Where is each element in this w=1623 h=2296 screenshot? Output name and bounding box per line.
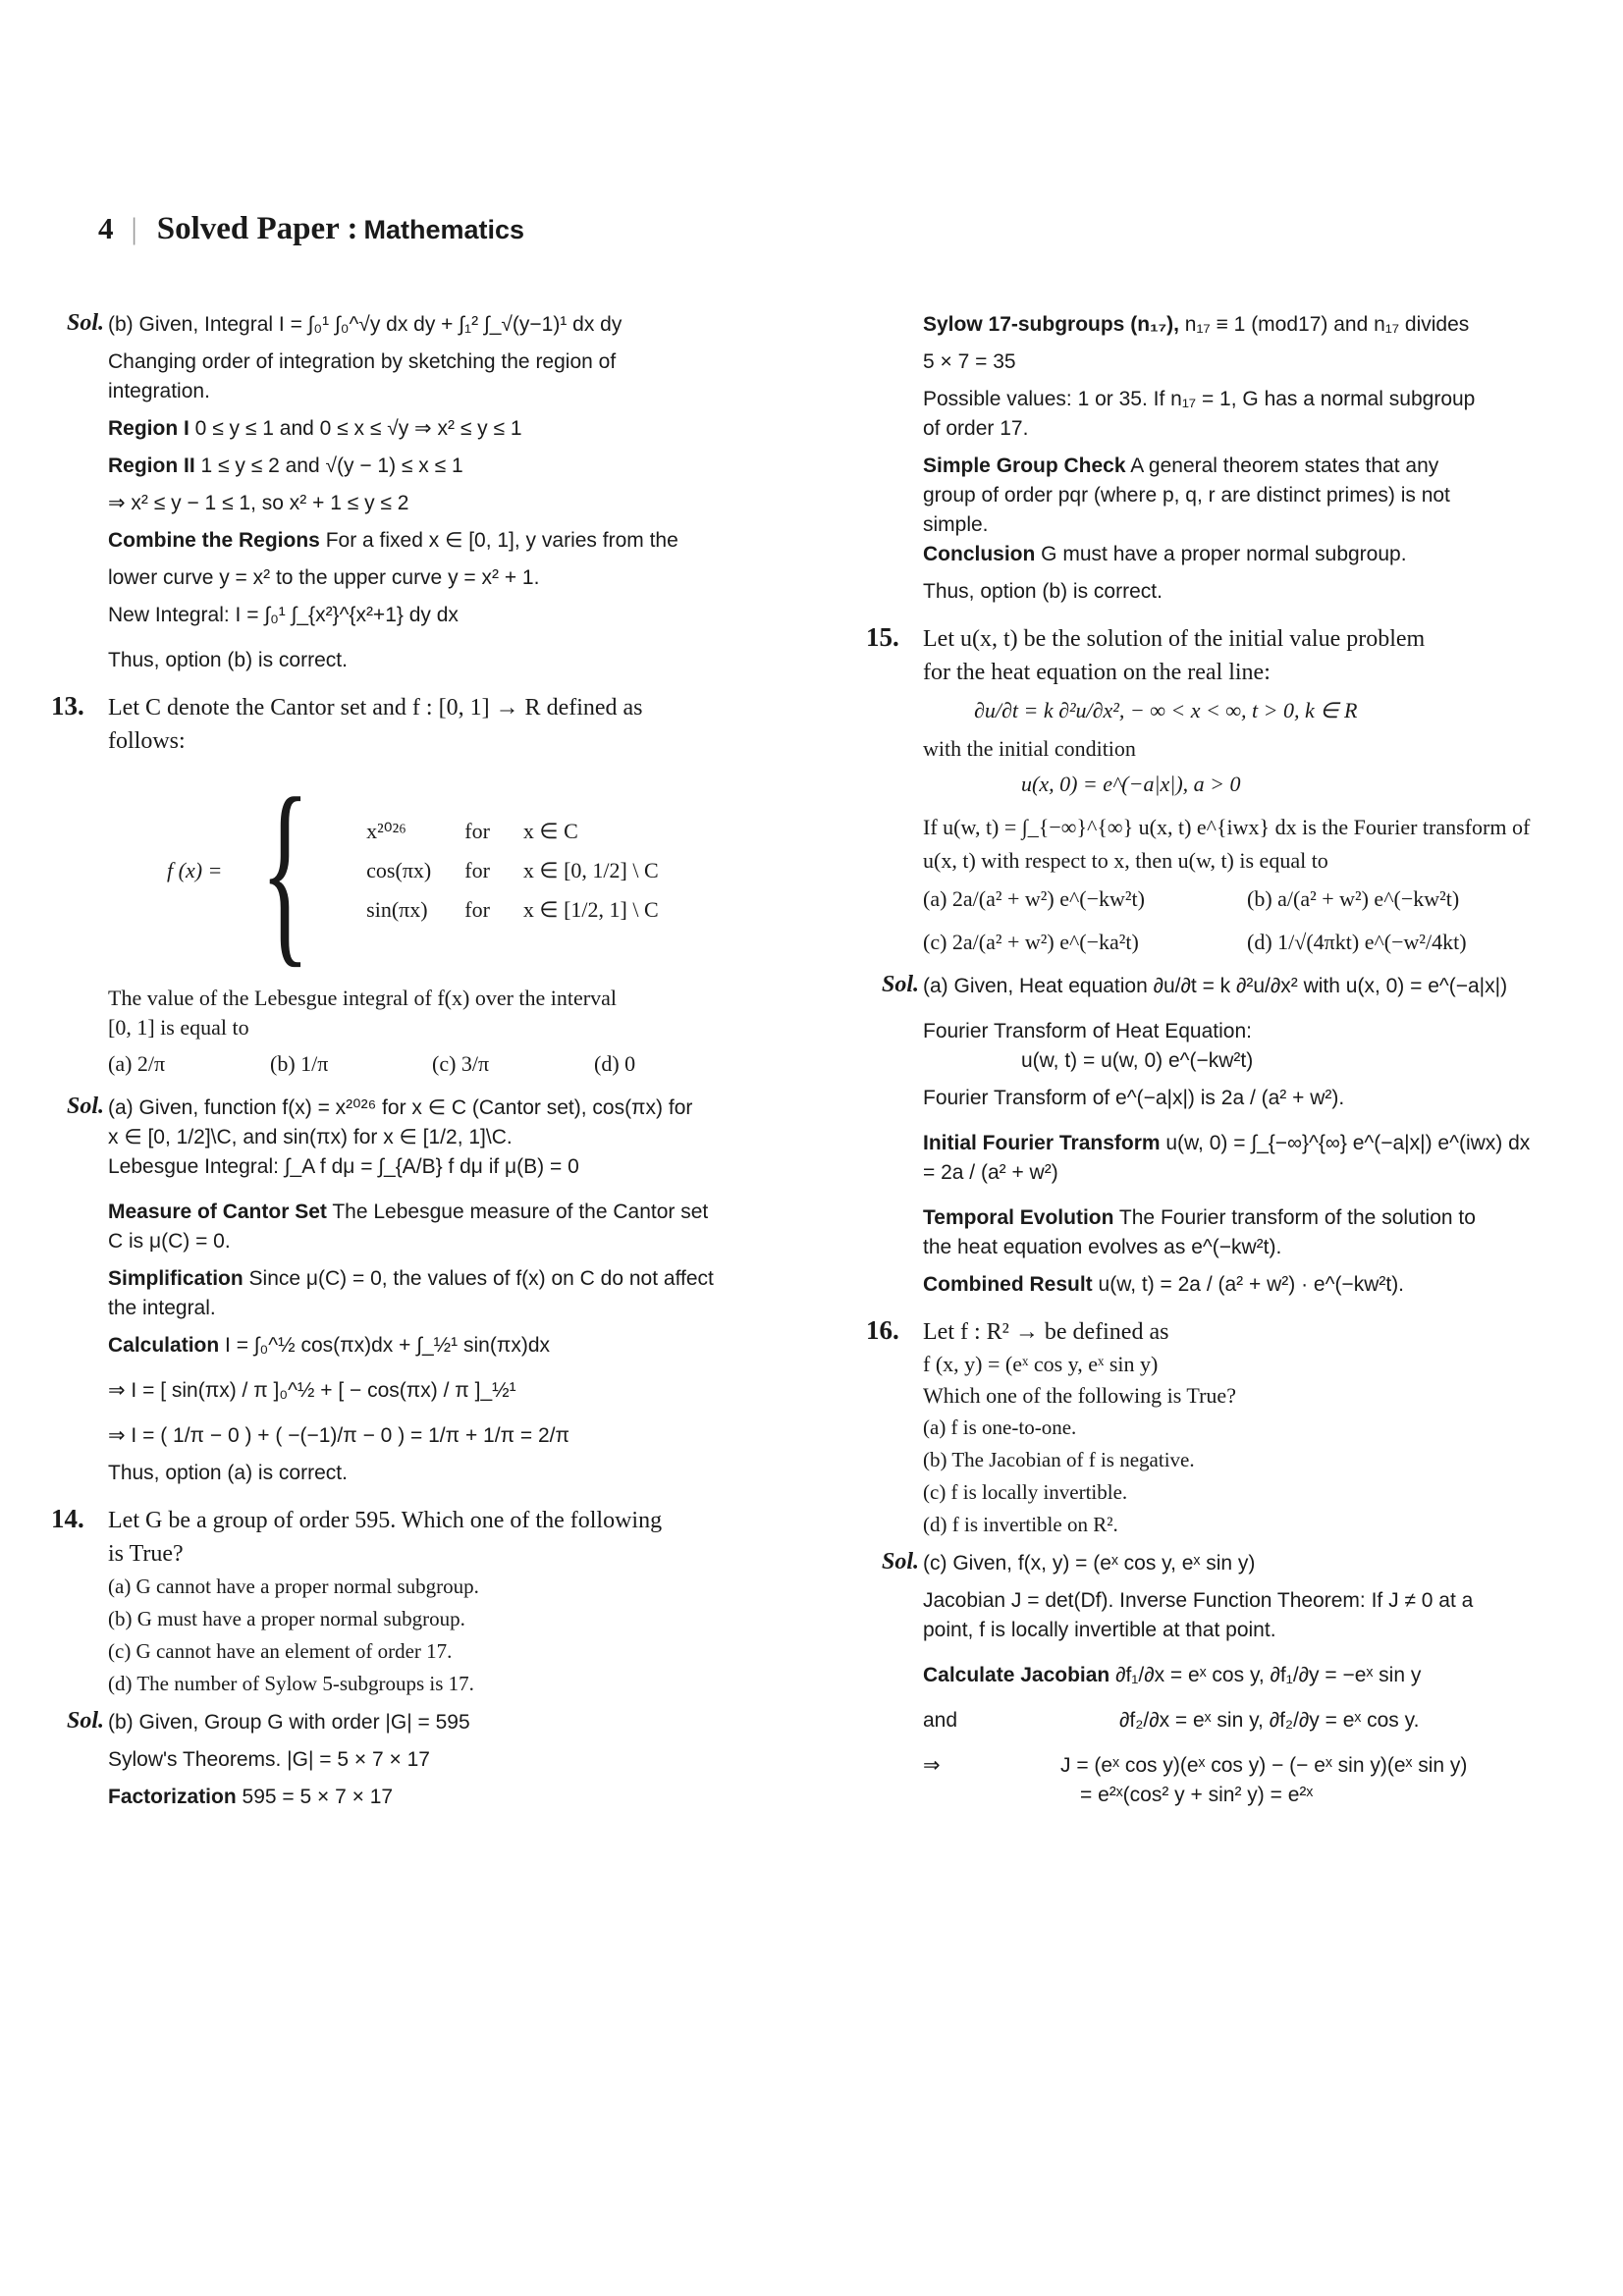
solution-line: Thus, option (b) is correct. bbox=[108, 649, 348, 671]
piecewise-function bbox=[167, 757, 835, 985]
and-label: and bbox=[923, 1709, 958, 1732]
left-column bbox=[51, 310, 835, 1812]
solution-line: (a) Given, Heat equation ∂u/∂t = k ∂²u/∂x² with u(x, 0) = e^(−a|x|) bbox=[923, 975, 1508, 997]
solution-line bbox=[108, 452, 835, 481]
solution-line: Thus, option (b) is correct. bbox=[923, 580, 1163, 603]
question-stem: f (x, y) = (eˣ cos y, eˣ sin y) bbox=[923, 1352, 1159, 1376]
question-stem: u(x, t) with respect to x, then u(w, t) is equal to bbox=[923, 848, 1328, 873]
solution-tag: Sol. bbox=[882, 1549, 920, 1575]
question-stem: with the initial condition bbox=[923, 736, 1136, 761]
step-text: J = (eˣ cos y)(eˣ cos y) − (− eˣ sin y)(eˣ sin y) bbox=[1060, 1754, 1468, 1777]
solution-line bbox=[108, 414, 835, 444]
question-stem: for the heat equation on the real line: bbox=[923, 660, 1271, 685]
step-text: A general theorem states that any bbox=[1125, 454, 1439, 477]
option-b: (b) G must have a proper normal subgroup. bbox=[108, 1607, 465, 1630]
case-for: for bbox=[464, 858, 490, 882]
solution-line: u(w, t) = u(w, 0) e^(−kw²t) bbox=[1021, 1049, 1254, 1072]
option-a: (a) G cannot have a proper normal subgroup. bbox=[108, 1575, 479, 1598]
step-text: 0 ≤ y ≤ 1 and 0 ≤ x ≤ √y ⇒ x² ≤ y ≤ 1 bbox=[189, 417, 522, 440]
step-text: 595 = 5 × 7 × 17 bbox=[236, 1786, 394, 1808]
solution-line: group of order pqr (where p, q, r are distinct primes) is not bbox=[923, 484, 1450, 507]
options-row bbox=[923, 921, 1532, 964]
page-number: 4 bbox=[98, 211, 114, 245]
solution-line bbox=[108, 1264, 835, 1294]
step-label: Sylow 17-subgroups (n₁₇), bbox=[923, 313, 1179, 336]
question-16 bbox=[866, 1315, 1532, 1541]
step-text: I = ∫₀^½ cos(πx)dx + ∫_½¹ sin(πx)dx bbox=[219, 1334, 550, 1357]
step-label: Temporal Evolution bbox=[923, 1206, 1114, 1229]
question-15 bbox=[866, 622, 1532, 964]
question-14 bbox=[51, 1504, 835, 1700]
solution-line: = e²ˣ(cos² y + sin² y) = e²ˣ bbox=[1080, 1784, 1314, 1806]
solution-tag: Sol. bbox=[67, 1708, 105, 1734]
solution-line: of order 17. bbox=[923, 417, 1029, 440]
question-13 bbox=[51, 691, 835, 1086]
case-for: for bbox=[464, 819, 490, 843]
solution-line: Fourier Transform of Heat Equation: bbox=[923, 1020, 1252, 1042]
solution-line: Lebesgue Integral: ∫_A f dμ = ∫_{A/B} f dμ if μ(B) = 0 bbox=[108, 1155, 579, 1178]
solution-line bbox=[108, 1783, 835, 1812]
solution-line bbox=[108, 1331, 835, 1361]
option-b: (b) 1/π bbox=[270, 1051, 329, 1076]
step-text: ∂f₁/∂x = eˣ cos y, ∂f₁/∂y = −eˣ sin y bbox=[1109, 1664, 1422, 1686]
solution-line: Changing order of integration by sketching the region of bbox=[108, 350, 617, 373]
step-label: Simplification bbox=[108, 1267, 243, 1290]
solution-line: Jacobian J = det(Df). Inverse Function Theorem: If J ≠ 0 at a bbox=[923, 1589, 1474, 1612]
step-label: Combine the Regions bbox=[108, 529, 320, 552]
solution-tag: Sol. bbox=[67, 310, 105, 336]
case-value: cos(πx) bbox=[366, 858, 432, 882]
step-text: G must have a proper normal subgroup. bbox=[1035, 543, 1407, 565]
solution-line: (b) Given, Group G with order |G| = 595 bbox=[108, 1711, 470, 1734]
option-c: (c) 3/π bbox=[432, 1051, 490, 1076]
case-row bbox=[351, 813, 674, 850]
header-separator: | bbox=[131, 211, 137, 245]
question-stem: Let C denote the Cantor set and f : [0, 1] → R defined as bbox=[108, 695, 643, 721]
step-text: u(w, t) = 2a / (a² + w²) · e^(−kw²t). bbox=[1092, 1273, 1405, 1296]
solution-line bbox=[923, 310, 1532, 340]
solution-line: C is μ(C) = 0. bbox=[108, 1230, 231, 1253]
question-stem: [0, 1] is equal to bbox=[108, 1015, 249, 1040]
solution-line: ⇒ x² ≤ y − 1 ≤ 1, so x² + 1 ≤ y ≤ 2 bbox=[108, 492, 409, 514]
question-stem: Let f : R² → be defined as bbox=[923, 1319, 1169, 1345]
solution-line bbox=[923, 1129, 1532, 1188]
solution-line: Fourier Transform of e^(−a|x|) is 2a / (a² + w²). bbox=[923, 1087, 1345, 1109]
solution-q12 bbox=[67, 310, 835, 675]
step-text: The Lebesgue measure of the Cantor set bbox=[326, 1201, 709, 1223]
solution-line bbox=[923, 1706, 1532, 1735]
right-column bbox=[866, 310, 1532, 1810]
solution-line: x ∈ [0, 1/2]\C, and sin(πx) for x ∈ [1/2, 1]\C. bbox=[108, 1126, 513, 1148]
case-value: sin(πx) bbox=[366, 897, 428, 922]
step-label: Calculation bbox=[108, 1334, 220, 1357]
question-stem: Let u(x, t) be the solution of the initial value problem bbox=[923, 626, 1426, 652]
option-d: (d) f is invertible on R². bbox=[923, 1513, 1118, 1536]
case-domain: x ∈ C bbox=[522, 819, 578, 843]
option-a: (a) 2/π bbox=[108, 1051, 166, 1076]
options-row bbox=[923, 878, 1532, 921]
step-label: Region II bbox=[108, 454, 195, 477]
implies-arrow: ⇒ bbox=[923, 1754, 941, 1777]
option-d: (d) The number of Sylow 5-subgroups is 17. bbox=[108, 1672, 474, 1695]
options-row bbox=[108, 1042, 835, 1086]
case-for: for bbox=[464, 897, 490, 922]
solution-q14-continued bbox=[923, 310, 1532, 607]
option-a: (a) f is one-to-one. bbox=[923, 1415, 1077, 1439]
step-text: u(w, 0) = ∫_{−∞}^{∞} e^(−a|x|) e^(iwx) dx = 2a / (a² + w²) bbox=[923, 1132, 1531, 1184]
function-label: f (x) = bbox=[167, 858, 223, 882]
solution-line bbox=[923, 1203, 1532, 1233]
option-c: (c) G cannot have an element of order 17. bbox=[108, 1639, 453, 1663]
question-stem: Let G be a group of order 595. Which one of the following bbox=[108, 1508, 663, 1533]
solution-tag: Sol. bbox=[882, 972, 920, 997]
step-text: For a fixed x ∈ [0, 1], y varies from the bbox=[319, 529, 678, 552]
question-stem: If u(w, t) = ∫_{−∞}^{∞} u(x, t) e^{iwx} dx is the Fourier transform of bbox=[923, 815, 1531, 839]
solution-line: the integral. bbox=[108, 1297, 216, 1319]
option-b: (b) The Jacobian of f is negative. bbox=[923, 1448, 1195, 1471]
solution-tag: Sol. bbox=[67, 1094, 105, 1119]
solution-line: Thus, option (a) is correct. bbox=[108, 1462, 348, 1484]
case-row bbox=[351, 852, 674, 889]
equation: ∂u/∂t = k ∂²u/∂x², − ∞ < x < ∞, t > 0, k ∈ R bbox=[974, 698, 1358, 722]
solution-line bbox=[923, 1270, 1532, 1300]
solution-line: ⇒ I = ( 1/π − 0 ) + ( −(−1)/π − 0 ) = 1/π + 1/π = 2/π bbox=[108, 1424, 569, 1447]
step-text: ∂f₂/∂x = eˣ sin y, ∂f₂/∂y = eˣ cos y. bbox=[1119, 1709, 1420, 1732]
option-b: (b) a/(a² + w²) e^(−kw²t) bbox=[1247, 886, 1460, 911]
solution-line bbox=[108, 1198, 835, 1227]
solution-line bbox=[923, 452, 1532, 481]
option-d: (d) 1/√(4πkt) e^(−w²/4kt) bbox=[1247, 930, 1467, 954]
case-domain: x ∈ [0, 1/2] \ C bbox=[522, 858, 659, 882]
step-label: Initial Fourier Transform bbox=[923, 1132, 1161, 1154]
step-text: The Fourier transform of the solution to bbox=[1113, 1206, 1476, 1229]
solution-line: (a) Given, function f(x) = x²⁰²⁶ for x ∈ C (Cantor set), cos(πx) for bbox=[108, 1096, 693, 1119]
question-stem: The value of the Lebesgue integral of f(x) over the interval bbox=[108, 986, 617, 1010]
solution-line: point, f is locally invertible at that point. bbox=[923, 1619, 1276, 1641]
paper-subject: Mathematics bbox=[363, 215, 525, 244]
step-text: 1 ≤ y ≤ 2 and √(y − 1) ≤ x ≤ 1 bbox=[194, 454, 463, 477]
question-stem: is True? bbox=[108, 1541, 184, 1567]
question-number: 13. bbox=[51, 691, 84, 721]
question-number: 14. bbox=[51, 1504, 84, 1533]
solution-line: integration. bbox=[108, 380, 210, 402]
solution-line: 5 × 7 = 35 bbox=[923, 350, 1016, 373]
solution-q15 bbox=[882, 972, 1532, 1300]
step-label: Factorization bbox=[108, 1786, 237, 1808]
case-value: x²⁰²⁶ bbox=[366, 819, 406, 843]
cases-table bbox=[349, 811, 676, 931]
step-label: Simple Group Check bbox=[923, 454, 1126, 477]
question-stem: follows: bbox=[108, 728, 186, 754]
solution-line: ⇒ I = [ sin(πx) / π ]₀^½ + [ − cos(πx) / π ]_½¹ bbox=[108, 1379, 516, 1402]
solution-line: (c) Given, f(x, y) = (eˣ cos y, eˣ sin y) bbox=[923, 1552, 1256, 1575]
solution-q16 bbox=[882, 1549, 1532, 1810]
question-number: 16. bbox=[866, 1315, 899, 1345]
option-a: (a) 2a/(a² + w²) e^(−kw²t) bbox=[923, 886, 1145, 911]
question-number: 15. bbox=[866, 622, 899, 652]
step-label: Conclusion bbox=[923, 543, 1036, 565]
solution-line bbox=[923, 1661, 1532, 1690]
question-stem: Which one of the following is True? bbox=[923, 1383, 1236, 1408]
step-text: n₁₇ ≡ 1 (mod17) and n₁₇ divides bbox=[1178, 313, 1470, 336]
solution-q13 bbox=[67, 1094, 835, 1488]
paper-title: Solved Paper : bbox=[156, 211, 358, 246]
step-label: Calculate Jacobian bbox=[923, 1664, 1110, 1686]
solution-line: simple. bbox=[923, 513, 989, 536]
option-d: (d) 0 bbox=[594, 1051, 636, 1076]
solution-line: Possible values: 1 or 35. If n₁₇ = 1, G has a normal subgroup bbox=[923, 388, 1476, 410]
page-header bbox=[98, 211, 524, 247]
step-label: Combined Result bbox=[923, 1273, 1093, 1296]
option-c: (c) f is locally invertible. bbox=[923, 1480, 1128, 1504]
step-label: Measure of Cantor Set bbox=[108, 1201, 327, 1223]
option-c: (c) 2a/(a² + w²) e^(−ka²t) bbox=[923, 930, 1139, 954]
solution-q14 bbox=[67, 1708, 835, 1812]
solution-line: New Integral: I = ∫₀¹ ∫_{x²}^{x²+1} dy dx bbox=[108, 604, 459, 626]
solution-line bbox=[108, 526, 835, 556]
solution-line: lower curve y = x² to the upper curve y = x² + 1. bbox=[108, 566, 540, 589]
solution-line bbox=[923, 540, 1532, 569]
step-label: Region I bbox=[108, 417, 189, 440]
case-domain: x ∈ [1/2, 1] \ C bbox=[522, 897, 659, 922]
solution-line: (b) Given, Integral I = ∫₀¹ ∫₀^√y dx dy + ∫₁² ∫_√(y−1)¹ dx dy bbox=[108, 313, 622, 336]
solution-line: the heat equation evolves as e^(−kw²t). bbox=[923, 1236, 1282, 1258]
solution-line bbox=[923, 1751, 1532, 1781]
step-text: Since μ(C) = 0, the values of f(x) on C do not affect bbox=[243, 1267, 714, 1290]
case-row bbox=[351, 891, 674, 929]
equation: u(x, 0) = e^(−a|x|), a > 0 bbox=[1021, 772, 1241, 796]
solution-line: Sylow's Theorems. |G| = 5 × 7 × 17 bbox=[108, 1748, 430, 1771]
brace-glyph: { bbox=[260, 757, 310, 985]
